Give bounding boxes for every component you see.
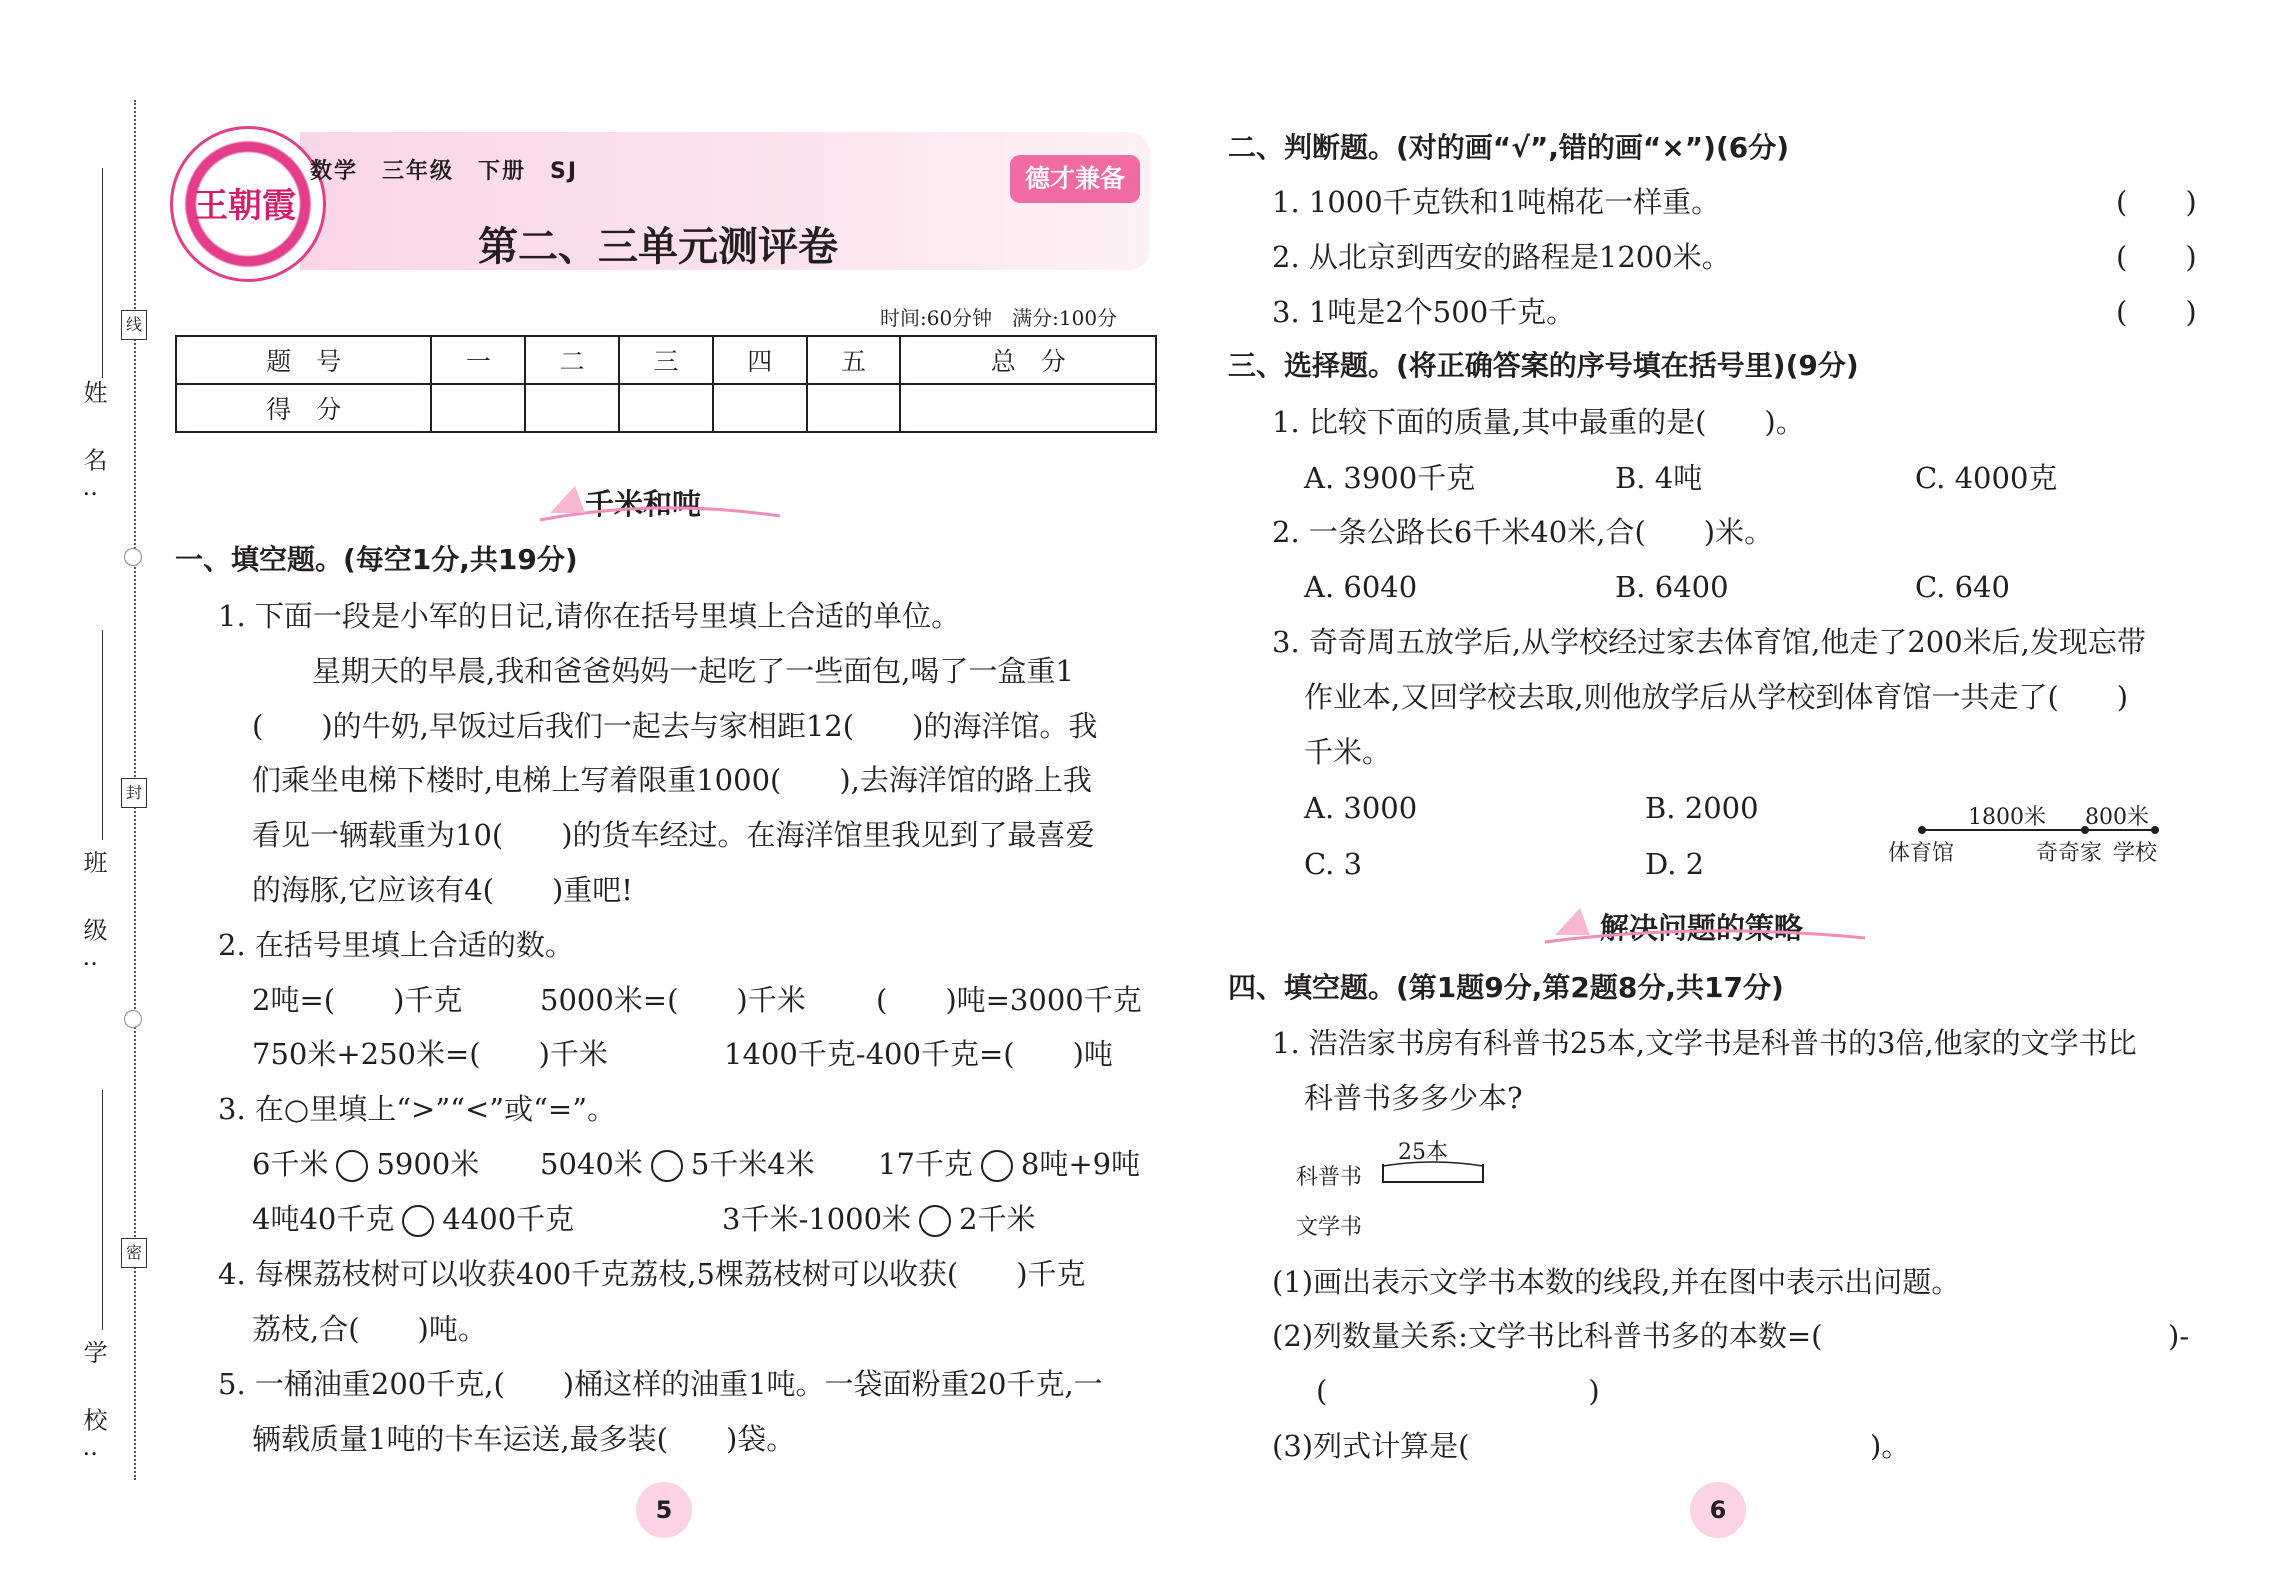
q1-2: 2. 在括号里填上合适的数。 <box>218 928 574 962</box>
q1-4[interactable]: 4. 每棵荔枝树可以收获400千克荔枝,5棵荔枝树可以收获( )千克 <box>218 1257 1086 1291</box>
score-input-cell[interactable] <box>900 384 1156 432</box>
q3-1-c: C. 4000克 <box>1915 461 2058 495</box>
q1-5-b[interactable]: 辆载质量1吨的卡车运送,最多装( )袋。 <box>252 1422 796 1456</box>
compare-circle[interactable] <box>981 1150 1013 1182</box>
segment-bar <box>1380 1160 1490 1190</box>
score-table-row <box>176 384 1156 432</box>
q1-5[interactable]: 5. 一桶油重200千克,( )桶这样的油重1吨。一袋面粉重20千克,一 <box>218 1367 1103 1401</box>
score-cell: 总 分 <box>900 336 1156 384</box>
q1-2-a[interactable]: 2吨=( )千克 <box>252 983 463 1017</box>
q2-1: 1. 1000千克铁和1吨棉花一样重。 <box>1272 185 1721 219</box>
q1-1-p1: 星期天的早晨,我和爸爸妈妈一起吃了一些面包,喝了一盒重1 <box>312 654 1074 688</box>
score-cell: 二 <box>525 336 619 384</box>
score-input-cell[interactable] <box>619 384 713 432</box>
q1-1-p4[interactable]: 看见一辆载重为10( )的货车经过。在海洋馆里我见到了最喜爱 <box>252 818 1095 852</box>
q1-3-d-right: 4400千克 <box>442 1202 575 1236</box>
class-write-line <box>102 630 103 840</box>
header-tag: 德才兼备 <box>1010 155 1140 203</box>
route-place-2: 奇奇家 <box>2036 841 2103 866</box>
q1-3-b <box>540 1144 815 1184</box>
binding-ring <box>124 548 142 566</box>
q2-2-answer[interactable]: ( ) <box>2116 240 2197 274</box>
segment-label-science: 科普书 <box>1296 1165 1363 1190</box>
q2-3: 3. 1吨是2个500千克。 <box>1272 295 1576 329</box>
q1-3-e-left: 3千米-1000米 <box>722 1202 912 1236</box>
route-distance-2: 800米 <box>2085 805 2149 830</box>
q1-3-c-right: 8吨+9吨 <box>1020 1147 1141 1181</box>
q3-1-b: B. 4吨 <box>1615 461 1703 495</box>
score-table <box>175 335 1157 433</box>
q4-header: 四、填空题。(第1题9分,第2题8分,共17分) <box>1228 971 1784 1004</box>
q3-1[interactable]: 1. 比较下面的质量,其中最重的是( )。 <box>1272 405 1805 439</box>
score-cell: 五 <box>807 336 901 384</box>
q1-1-p2[interactable]: ( )的牛奶,早饭过后我们一起去与家相距12( )的海洋馆。我 <box>252 709 1098 743</box>
route-place-1: 体育馆 <box>1888 841 1955 866</box>
score-input-cell[interactable] <box>713 384 807 432</box>
time-score: 时间:60分钟 满分:100分 <box>880 306 1118 330</box>
segment-draw-area[interactable] <box>1390 1215 1690 1243</box>
q1-3-d-left: 4吨40千克 <box>252 1202 395 1236</box>
score-cell: 三 <box>619 336 713 384</box>
stamp-mi: 密 <box>121 1238 147 1268</box>
section-title-left: 千米和吨 <box>585 487 702 521</box>
q3-3-opt-a: A. 3000 <box>1304 791 1418 825</box>
segment-label-literature: 文学书 <box>1296 1215 1363 1240</box>
compare-circle[interactable] <box>402 1205 434 1237</box>
compare-circle[interactable] <box>336 1150 368 1182</box>
q1-3: 3. 在○里填上“>”“<”或“=”。 <box>218 1092 617 1126</box>
school-write-line <box>102 1090 103 1330</box>
q1-3-c-left: 17千克 <box>878 1147 973 1181</box>
q4-1-s3-end: )。 <box>1870 1429 1911 1463</box>
q1-3-e <box>722 1199 1036 1239</box>
binding-ring <box>124 1010 142 1028</box>
q3-1-a: A. 3900千克 <box>1304 461 1476 495</box>
q2-header: 二、判断题。(对的画“√”,错的画“×”)(6分) <box>1228 131 1790 164</box>
q3-header: 三、选择题。(将正确答案的序号填在括号里)(9分) <box>1228 349 1859 382</box>
stamp-feng: 封 <box>121 778 147 808</box>
q1-3-a-right: 5900米 <box>376 1147 480 1181</box>
q4-1-s2[interactable]: (2)列数量关系:文学书比科普书多的本数=( <box>1272 1319 1823 1353</box>
route-place-3: 学校 <box>2113 841 2158 866</box>
score-table-row <box>176 336 1156 384</box>
q3-3-opt-d: D. 2 <box>1645 847 1705 881</box>
q3-2[interactable]: 2. 一条公路长6千米40米,合( )米。 <box>1272 515 1774 549</box>
score-input-cell[interactable] <box>807 384 901 432</box>
q1-2-d[interactable]: 750米+250米=( )千米 <box>252 1037 608 1071</box>
q4-1-s1: (1)画出表示文学书本数的线段,并在图中表示出问题。 <box>1272 1265 1961 1299</box>
q1-3-d <box>252 1199 574 1239</box>
score-cell: 四 <box>713 336 807 384</box>
header-meta: 数学 三年级 下册 SJ <box>310 159 579 184</box>
school-label: 学 校: <box>79 1340 107 1476</box>
q3-2-b: B. 6400 <box>1615 570 1729 604</box>
compare-circle[interactable] <box>651 1150 683 1182</box>
q3-2-c: C. 640 <box>1915 570 2010 604</box>
q2-2: 2. 从北京到西安的路程是1200米。 <box>1272 240 1731 274</box>
score-input-cell[interactable] <box>525 384 619 432</box>
q4-1-s3[interactable]: (3)列式计算是( <box>1272 1429 1470 1463</box>
q1-3-a-left: 6千米 <box>252 1147 329 1181</box>
route-distance-1: 1800米 <box>1968 805 2046 830</box>
class-label: 班 级: <box>79 850 107 986</box>
q4-1-b: 科普书多多少本? <box>1304 1081 1523 1115</box>
q1-1: 1. 下面一段是小军的日记,请你在括号里填上合适的单位。 <box>218 599 961 633</box>
page-number-right: 6 <box>1690 1482 1746 1538</box>
q1-3-e-right: 2千米 <box>959 1202 1036 1236</box>
q3-3: 3. 奇奇周五放学后,从学校经过家去体育馆,他走了200米后,发现忘带 <box>1272 625 2146 659</box>
q1-2-e[interactable]: 1400千克-400千克=( )吨 <box>724 1037 1113 1071</box>
q2-1-answer[interactable]: ( ) <box>2116 185 2197 219</box>
q1-3-b-right: 5千米4米 <box>690 1147 815 1181</box>
q3-3-opt-c: C. 3 <box>1304 847 1363 881</box>
q3-3-c: 千米。 <box>1304 735 1392 769</box>
q1-1-p5[interactable]: 的海豚,它应该有4( )重吧! <box>252 873 633 907</box>
score-cell: 得 分 <box>176 384 431 432</box>
stamp-xian: 线 <box>121 310 147 340</box>
score-input-cell[interactable] <box>431 384 525 432</box>
score-cell: 题 号 <box>176 336 431 384</box>
q1-4-b[interactable]: 荔枝,合( )吨。 <box>252 1312 487 1346</box>
q1-3-a <box>252 1144 479 1184</box>
q1-2-b[interactable]: 5000米=( )千米 <box>540 983 806 1017</box>
q1-2-c[interactable]: ( )吨=3000千克 <box>876 983 1142 1017</box>
q1-1-p3[interactable]: 们乘坐电梯下楼时,电梯上写着限重1000( ),去海洋馆的路上我 <box>252 763 1092 797</box>
q1-3-b-left: 5040米 <box>540 1147 643 1181</box>
segment-top-label: 25本 <box>1398 1140 1448 1165</box>
q4-1: 1. 浩浩家书房有科普书25本,文学书是科普书的3倍,他家的文学书比 <box>1272 1026 2137 1060</box>
q4-1-s2-b[interactable]: ( ) <box>1316 1374 1600 1408</box>
brand-logo-text: 王朝霞 <box>194 186 296 226</box>
section-deco <box>535 478 785 528</box>
q3-2-a: A. 6040 <box>1304 570 1418 604</box>
compare-circle[interactable] <box>919 1205 951 1237</box>
q1-header: 一、填空题。(每空1分,共19分) <box>175 543 578 576</box>
page-title: 第二、三单元测评卷 <box>478 224 838 270</box>
q3-3-opt-b: B. 2000 <box>1645 791 1759 825</box>
q3-3-b[interactable]: 作业本,又回学校去取,则他放学后从学校到体育馆一共走了( ) <box>1304 680 2129 714</box>
q4-1-s2-end: )- <box>2168 1319 2190 1353</box>
section-title-right: 解决问题的策略 <box>1600 911 1804 945</box>
score-cell: 一 <box>431 336 525 384</box>
q2-3-answer[interactable]: ( ) <box>2116 295 2197 329</box>
name-write-line <box>102 168 103 378</box>
page-number-left: 5 <box>636 1482 692 1538</box>
name-label: 姓 名: <box>79 380 107 516</box>
q1-3-c <box>878 1144 1140 1184</box>
section-deco <box>1540 900 1870 950</box>
